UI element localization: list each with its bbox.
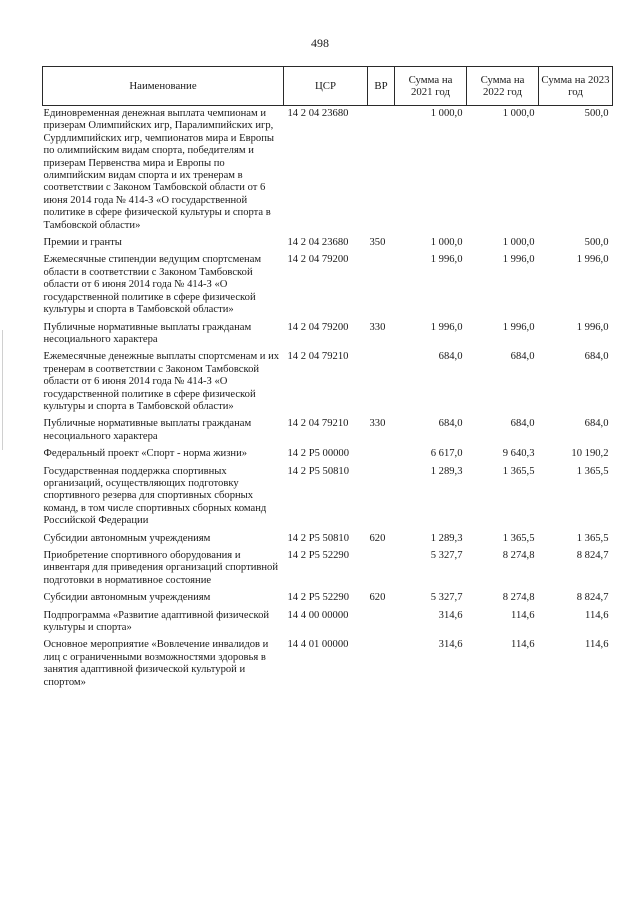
row-vr: 620 (369, 592, 386, 604)
row-sum-2022: 1 365,5 (502, 532, 535, 544)
header-name: Наименование (43, 67, 284, 106)
table-row (43, 254, 613, 321)
row-sum-2022: 9 640,3 (502, 448, 535, 460)
table-row (43, 351, 613, 418)
row-sum-2022: 114,6 (511, 639, 535, 651)
page-number: 498 (311, 36, 329, 50)
row-sum-2021: 5 327,7 (430, 550, 463, 561)
header-csr: ЦСР (284, 67, 368, 106)
budget-table (42, 66, 613, 689)
row-csr: 14 2 P5 52290 (287, 550, 350, 561)
row-name: Государственная поддержка спортивных организаций, осуществляющих подготовку спортивного резерва для спортивных сборных команд, в том числе спортивных сборных команд Российской Федерации (43, 465, 267, 527)
row-sum-2023: 8 824,7 (576, 592, 609, 604)
row-vr: 350 (369, 237, 386, 249)
row-sum-2023: 684,0 (584, 418, 609, 430)
row-csr: 14 2 04 23680 (287, 108, 349, 119)
header-sum-2022: Сумма на 2022 год (467, 67, 539, 106)
row-vr (368, 106, 395, 238)
row-sum-2023: 1 996,0 (576, 321, 609, 333)
row-sum-2021: 1 000,0 (430, 237, 463, 249)
row-sum-2021: 1 289,3 (430, 532, 463, 544)
row-sum-2022: 114,6 (511, 609, 535, 621)
row-sum-2021: 314,6 (438, 639, 463, 651)
row-vr (368, 254, 395, 321)
table-row (43, 237, 613, 254)
row-sum-2023: 114,6 (585, 639, 609, 651)
table-row (43, 639, 613, 689)
row-name: Приобретение спортивного оборудования и инвентаря для приведения организаций спортивной подготовки в нормативное состояние (43, 550, 279, 586)
row-vr: 620 (369, 532, 386, 544)
row-sum-2023: 500,0 (584, 237, 609, 249)
row-name: Премии и гранты (43, 237, 122, 249)
row-sum-2023: 8 824,7 (576, 550, 609, 561)
row-name: Ежемесячные стипендии ведущим спортсменам области в соответствии с Законом Тамбовской области от 6 июня 2014 года № 414-З «О государственной политике в сфере физической культуры и спорта в Тамбовской области» (43, 254, 262, 316)
row-vr (368, 448, 395, 465)
row-csr: 14 2 04 79200 (287, 321, 349, 333)
header-vr: ВР (368, 67, 395, 106)
row-sum-2021: 1 289,3 (430, 465, 463, 477)
row-csr: 14 2 P5 52290 (287, 592, 350, 604)
table-row (43, 448, 613, 465)
row-sum-2022: 1 996,0 (502, 254, 535, 266)
row-sum-2021: 1 996,0 (430, 321, 463, 333)
table-row (43, 466, 613, 533)
row-vr (368, 351, 395, 418)
row-sum-2021: 314,6 (438, 609, 463, 621)
row-name: Субсидии автономным учреждениям (43, 532, 211, 544)
table-row (43, 533, 613, 550)
row-name: Публичные нормативные выплаты гражданам несоциального характера (43, 321, 252, 345)
table-header-row (43, 67, 613, 106)
row-name: Подпрограмма «Развитие адаптивной физической культуры и спорта» (43, 609, 270, 634)
header-sum-2021: Сумма на 2021 год (395, 67, 467, 106)
row-sum-2022: 1 996,0 (502, 321, 535, 333)
row-sum-2023: 1 365,5 (576, 465, 609, 477)
table-row (43, 322, 613, 352)
row-sum-2021: 6 617,0 (430, 448, 463, 460)
row-sum-2022: 684,0 (510, 418, 535, 430)
header-sum-2023: Сумма на 2023 год (539, 67, 613, 106)
row-sum-2022: 1 000,0 (502, 108, 535, 119)
table-row (43, 592, 613, 609)
row-sum-2021: 684,0 (438, 351, 463, 363)
row-sum-2022: 8 274,8 (502, 592, 535, 604)
row-name: Основное мероприятие «Вовлечение инвалидов и лиц с ограниченными возможностями здоровья в занятия адаптивной физической культурой и спортом» (43, 639, 269, 688)
row-sum-2022: 1 000,0 (502, 237, 535, 249)
row-csr: 14 4 01 00000 (287, 639, 349, 651)
row-sum-2023: 1 365,5 (576, 532, 609, 544)
row-sum-2022: 8 274,8 (502, 550, 535, 561)
row-sum-2023: 500,0 (584, 108, 609, 119)
row-name: Публичные нормативные выплаты гражданам несоциального характера (43, 418, 252, 442)
row-sum-2021: 684,0 (438, 418, 463, 430)
row-sum-2022: 1 365,5 (502, 465, 535, 477)
row-name: Ежемесячные денежные выплаты спортсменам и их тренерам в соответствии с Законом Тамбовской области от 6 июня 2014 года № 414-З «О государственной политике в сфере физической культуры и спорта в Тамбовской области» (43, 351, 280, 412)
row-sum-2021: 5 327,7 (430, 592, 463, 604)
row-csr: 14 2 04 23680 (287, 237, 349, 249)
row-sum-2023: 114,6 (585, 609, 609, 621)
row-csr: 14 2 P5 50810 (287, 465, 350, 477)
row-vr (368, 610, 395, 640)
row-sum-2023: 684,0 (584, 351, 609, 363)
row-sum-2023: 1 996,0 (576, 254, 609, 266)
row-vr (368, 466, 395, 533)
row-csr: 14 2 P5 00000 (287, 448, 350, 460)
row-name: Субсидии автономным учреждениям (43, 592, 211, 604)
row-sum-2022: 684,0 (510, 351, 535, 363)
row-sum-2021: 1 996,0 (430, 254, 463, 266)
row-vr: 330 (369, 321, 386, 333)
row-name: Федеральный проект «Спорт - норма жизни» (43, 448, 248, 460)
row-vr: 330 (369, 418, 386, 430)
row-csr: 14 2 P5 50810 (287, 532, 350, 544)
table-row (43, 106, 613, 238)
row-csr: 14 2 04 79200 (287, 254, 349, 266)
row-csr: 14 4 00 00000 (287, 609, 349, 621)
row-vr (368, 639, 395, 689)
table-row (43, 610, 613, 640)
row-sum-2021: 1 000,0 (430, 108, 463, 119)
row-csr: 14 2 04 79210 (287, 418, 349, 430)
table-row (43, 550, 613, 592)
row-vr (368, 550, 395, 592)
scan-edge-line (2, 330, 3, 450)
row-sum-2023: 10 190,2 (571, 448, 609, 460)
row-csr: 14 2 04 79210 (287, 351, 349, 363)
row-name: Единовременная денежная выплата чемпионам и призерам Олимпийских игр, Паралимпийских игр, Сурдлимпийских игр, чемпионатов мира и Европы по олимпийским видам спорта, победителям и призерам Первенства мира и Европы по олимпийским видам спорта и их тренерам в соответствии с Законом Тамбовской области от 6 июня 2014 года № 414-З «О государственной политике в сфере физической культуры и спорта в Тамбовской области» (43, 108, 274, 231)
table-row (43, 418, 613, 448)
